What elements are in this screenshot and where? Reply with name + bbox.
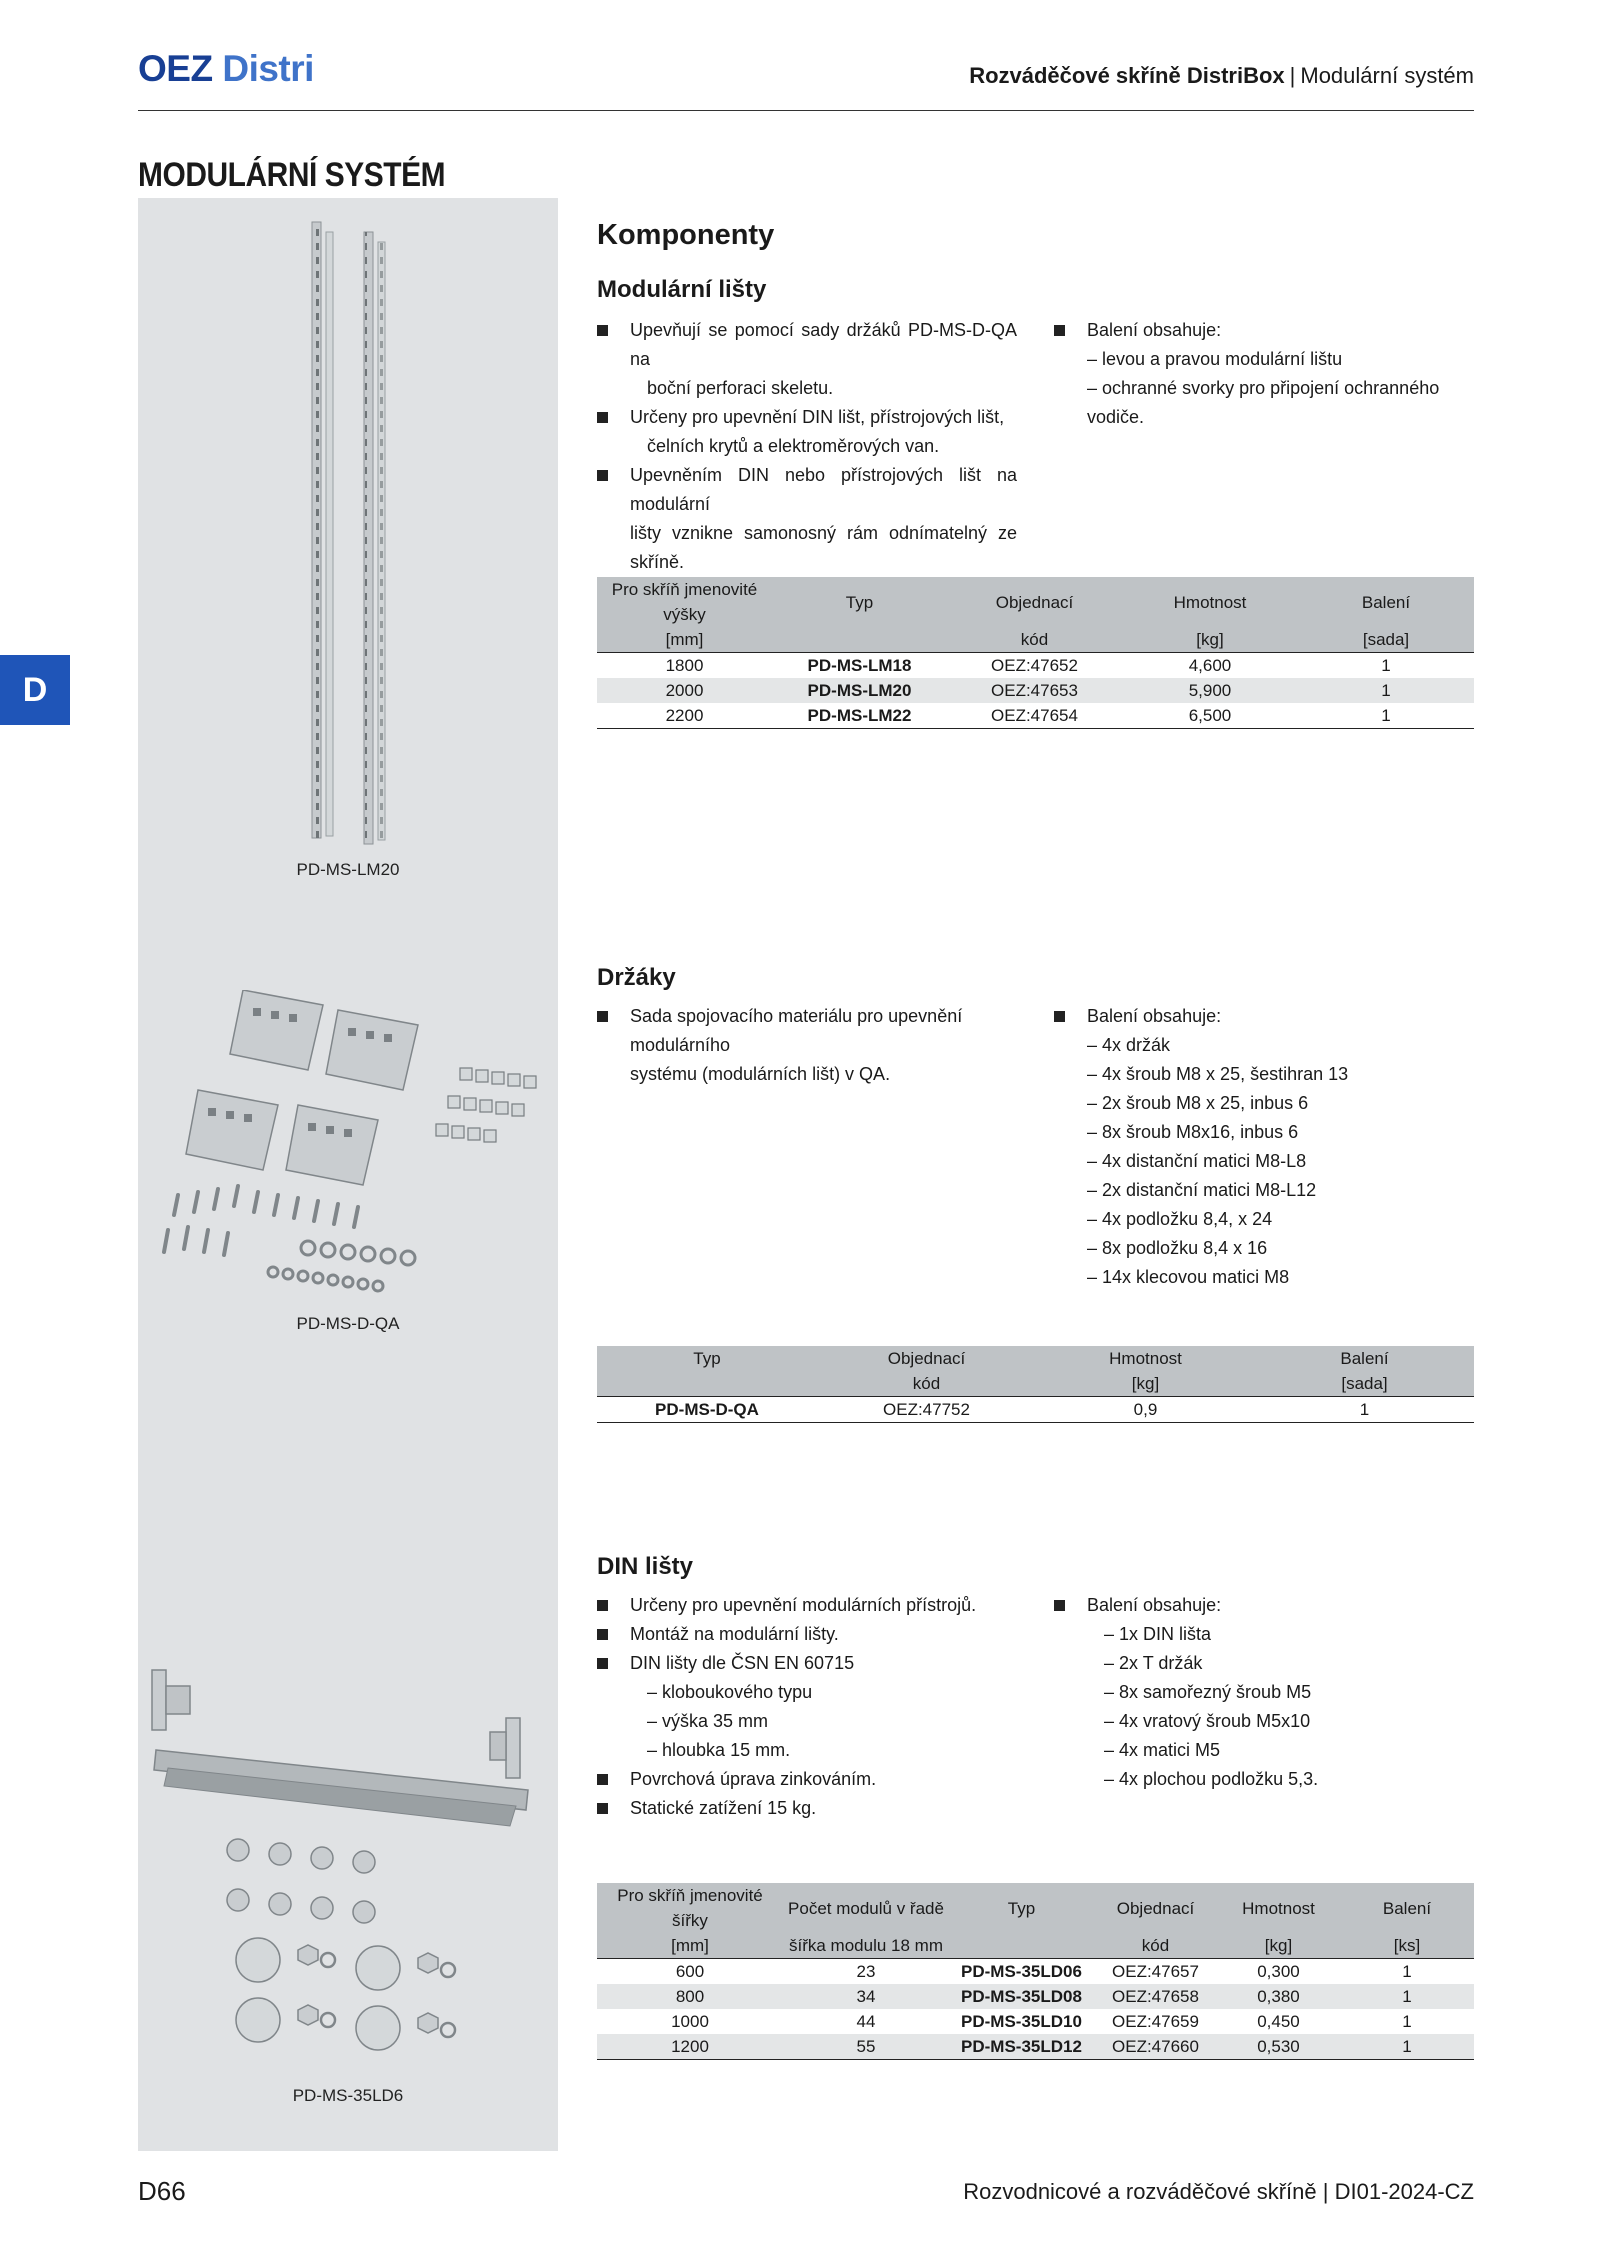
column-header: Balení (1298, 577, 1474, 627)
list-item: Balení obsahuje: (1054, 1591, 1474, 1620)
list-item: – výška 35 mm (647, 1711, 769, 1731)
table-cell: PD-MS-LM22 (772, 703, 947, 729)
list-item: DIN lišty dle ČSN EN 60715 (597, 1649, 1017, 1678)
brackets-package (1054, 1002, 1474, 1292)
list-item: lišty vznikne samonosný rám odnímatelný ze skříně. (630, 523, 1017, 572)
table-cell: 1 (1298, 703, 1474, 729)
list-item: – 2x šroub M8 x 25, inbus 6 (1087, 1093, 1309, 1113)
list-item: – kloboukového typu (647, 1682, 813, 1702)
logo-main: OEZ (138, 48, 213, 89)
column-header: Objednací (817, 1346, 1036, 1371)
page-title: MODULÁRNÍ SYSTÉM (138, 156, 446, 194)
rail-right (364, 232, 385, 844)
column-header: [mm] (597, 1933, 783, 1959)
table-row (597, 1397, 1474, 1423)
table-header-row (597, 1883, 1474, 1933)
table-cell: OEZ:47658 (1094, 1984, 1217, 2009)
table-cell: 55 (783, 2034, 949, 2060)
table-cell: 44 (856, 2012, 876, 2031)
table-cell: 0,380 (1217, 1984, 1340, 2009)
list-item: Balení obsahuje: (1054, 1002, 1474, 1031)
table-row (597, 703, 1474, 729)
column-header: Typ (772, 577, 947, 627)
table-cell: 1 (1298, 678, 1474, 703)
column-header: Objednací (947, 577, 1122, 627)
list-item: – 4x matici M5 (1104, 1740, 1221, 1760)
list-item: Povrchová úprava zinkováním. (597, 1765, 1017, 1794)
table-cell: 6,500 (1122, 703, 1298, 729)
column-header: Typ (949, 1883, 1094, 1933)
list-item: Statické zatížení 15 kg. (597, 1794, 1017, 1823)
table-row (597, 653, 1474, 679)
header-title-normal: Modulární systém (1300, 63, 1474, 88)
column-header: [kg] (1036, 1371, 1255, 1397)
table-cell: 1 (1255, 1397, 1474, 1423)
din-rails-features (597, 1591, 1017, 1823)
section-title: Komponenty (597, 219, 775, 251)
table-cell: PD-MS-35LD06 (961, 1962, 1082, 1981)
table-cell: 0,300 (1257, 1962, 1300, 1981)
column-header: kód (947, 627, 1122, 653)
column-header: Objednací (1094, 1883, 1217, 1933)
table-row (597, 2009, 1474, 2034)
column-header: Hmotnost (1036, 1346, 1255, 1371)
table-cell: 0,450 (1257, 2012, 1300, 2031)
column-header: Pro skříň jmenovité šířky (597, 1883, 783, 1933)
table-cell: 1800 (665, 656, 704, 675)
brackets-table (597, 1346, 1474, 1423)
table-cell: OEZ:47752 (817, 1397, 1036, 1423)
list-item: – 2x T držák (1104, 1653, 1203, 1673)
table-cell: 34 (783, 1984, 949, 2009)
table-header-row (597, 1933, 1474, 1959)
list-item: čelních krytů a elektroměrových van. (647, 436, 940, 456)
table-header-row (597, 1346, 1474, 1371)
column-header: [ks] (1340, 1933, 1474, 1959)
footer-publication: Rozvodnicové a rozváděčové skříně (963, 2179, 1317, 2204)
din-rails-title: DIN lišty (597, 1553, 694, 1580)
modular-rails-features (597, 316, 1017, 577)
table-header-row (597, 1371, 1474, 1397)
column-header: Balení (1255, 1346, 1474, 1371)
brackets-title: Držáky (597, 964, 676, 991)
list-item: – 2x distanční matici M8-L12 (1087, 1180, 1317, 1200)
table-cell: OEZ:47652 (991, 656, 1078, 675)
table-cell: 1 (1402, 1962, 1412, 1981)
column-header: [mm] (597, 627, 772, 653)
table-cell: PD-MS-D-QA (597, 1397, 817, 1423)
table-cell: 600 (675, 1962, 705, 1981)
list-item: – 4x vratový šroub M5x10 (1104, 1711, 1311, 1731)
list-item: – ochranné svorky pro připojení ochranného vodiče. (1087, 378, 1440, 427)
table-cell: PD-MS-35LD10 (961, 2012, 1082, 2031)
table-cell: 23 (856, 1962, 876, 1981)
din-rail (154, 1750, 528, 1826)
din-rails-table (597, 1883, 1474, 2060)
table-cell: 5,900 (1122, 678, 1298, 703)
column-header: kód (1094, 1933, 1217, 1959)
table-cell: 2000 (597, 678, 772, 703)
column-header: Balení (1340, 1883, 1474, 1933)
list-item: Určeny pro upevnění DIN lišt, přístrojových lišt, (597, 403, 1017, 432)
column-header: [sada] (1298, 627, 1474, 653)
table-cell: OEZ:47657 (1112, 1962, 1199, 1981)
logo-sub: Distri (222, 48, 314, 89)
table-cell: 1 (1340, 2034, 1474, 2060)
header-divider (138, 110, 1474, 111)
list-item: – 14x klecovou matici M8 (1087, 1267, 1290, 1287)
list-item: – 4x distanční matici M8-L8 (1087, 1151, 1307, 1171)
list-item: – hloubka 15 mm. (647, 1740, 791, 1760)
column-header: [kg] (1217, 1933, 1340, 1959)
cage-nuts (436, 1068, 536, 1142)
list-item: Sada spojovacího materiálu pro upevnění modulárního (597, 1002, 1017, 1060)
table-cell: OEZ:47659 (1112, 2012, 1199, 2031)
list-item: Upevněním DIN nebo přístrojových lišt na modulární (597, 461, 1017, 519)
table-cell: 2200 (597, 703, 772, 729)
column-header: šířka modulu 18 mm (783, 1933, 949, 1959)
table-cell: PD-MS-LM20 (772, 678, 947, 703)
column-header: [kg] (1122, 627, 1298, 653)
table-header-row (597, 627, 1474, 653)
column-header: Hmotnost (1217, 1883, 1340, 1933)
footer-document-code: DI01-2024-CZ (1334, 2179, 1474, 2204)
column-header: [sada] (1255, 1371, 1474, 1397)
column-header (597, 1371, 817, 1397)
din-rails-package (1054, 1591, 1474, 1794)
list-item: – 8x samořezný šroub M5 (1104, 1682, 1312, 1702)
t-holder-left (152, 1670, 190, 1730)
table-cell: OEZ:47660 (1094, 2034, 1217, 2060)
header-title-bold: Rozváděčové skříně DistriBox (969, 63, 1285, 88)
column-header: Hmotnost (1122, 577, 1298, 627)
list-item: – 4x plochou podložku 5,3. (1104, 1769, 1319, 1789)
modular-rails-table (597, 577, 1474, 729)
table-row (597, 678, 1474, 703)
table-cell: 4,600 (1188, 656, 1232, 675)
header-title (969, 63, 1474, 89)
header-separator: | (1289, 63, 1296, 88)
table-cell: 1 (1340, 1984, 1474, 2009)
table-cell: 0,530 (1217, 2034, 1340, 2060)
chapter-tab: D (0, 655, 70, 725)
table-cell: 800 (597, 1984, 783, 2009)
table-row (597, 1984, 1474, 2009)
list-item: boční perforaci skeletu. (647, 378, 834, 398)
caption-modular-rail: PD-MS-LM20 (296, 860, 400, 879)
table-header-row (597, 577, 1474, 627)
modular-rails-package (1054, 316, 1474, 432)
bracket-set-image (138, 990, 558, 1300)
screws (164, 1186, 358, 1255)
list-item: – 8x podložku 8,4 x 16 (1087, 1238, 1268, 1258)
table-cell: 0,9 (1036, 1397, 1255, 1423)
table-cell: 1 (1381, 656, 1391, 675)
column-header (772, 627, 947, 653)
washers (268, 1241, 415, 1291)
modular-rails-title: Modulární lišty (597, 276, 767, 303)
caption-bracket-set: PD-MS-D-QA (296, 1314, 400, 1333)
list-item: Montáž na modulární lišty. (597, 1620, 1017, 1649)
brand-logo (138, 48, 314, 90)
table-cell: PD-MS-LM18 (807, 656, 912, 675)
list-item: – levou a pravou modulární lištu (1087, 349, 1343, 369)
table-cell: 1200 (597, 2034, 783, 2060)
table-cell: 1000 (671, 2012, 709, 2031)
table-cell: PD-MS-35LD08 (949, 1984, 1094, 2009)
table-cell: 1 (1402, 2012, 1412, 2031)
column-header (949, 1933, 1094, 1959)
column-header: Počet modulů v řadě (783, 1883, 949, 1933)
footer-separator: | (1322, 2179, 1329, 2204)
column-header: Typ (597, 1346, 817, 1371)
din-rail-image (138, 1660, 558, 2060)
self-tapping-screws (227, 1839, 375, 1923)
list-item: – 4x držák (1087, 1035, 1171, 1055)
modular-rail-image (138, 198, 558, 858)
page-number: D66 (138, 2176, 186, 2206)
list-item: systému (modulárních lišt) v QA. (630, 1064, 891, 1084)
column-header: kód (817, 1371, 1036, 1397)
list-item: Balení obsahuje: (1054, 316, 1474, 345)
list-item: – 8x šroub M8x16, inbus 6 (1087, 1122, 1299, 1142)
table-row (597, 1959, 1474, 1985)
list-item: – 4x šroub M8 x 25, šestihran 13 (1087, 1064, 1349, 1084)
brackets-features (597, 1002, 1017, 1089)
list-item: – 1x DIN lišta (1104, 1624, 1212, 1644)
table-cell: OEZ:47653 (947, 678, 1122, 703)
column-header: Pro skříň jmenovité výšky (597, 577, 772, 627)
table-row (597, 2034, 1474, 2060)
table-cell: OEZ:47654 (947, 703, 1122, 729)
footer-text (963, 2179, 1474, 2205)
list-item: – 4x podložku 8,4, x 24 (1087, 1209, 1273, 1229)
rail-left (312, 222, 333, 838)
list-item: Upevňují se pomocí sady držáků PD-MS-D-QA na (597, 316, 1017, 374)
list-item: Určeny pro upevnění modulárních přístrojů. (597, 1591, 1017, 1620)
table-cell: PD-MS-35LD12 (949, 2034, 1094, 2060)
caption-din-rail: PD-MS-35LD6 (292, 2086, 404, 2105)
bracket-plates (186, 990, 418, 1185)
t-holder-right (490, 1718, 520, 1778)
